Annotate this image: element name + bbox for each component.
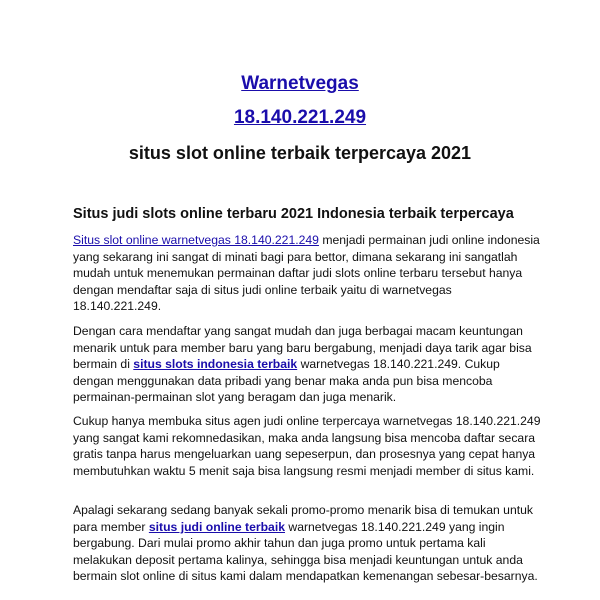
situs-slot-online-link[interactable]: Situs slot online warnetvegas 18.140.221.249 (73, 233, 319, 247)
paragraph-2 (73, 323, 543, 406)
paragraph-2-text-after: warnetvegas 18.140.221.249. Cukup dengan menggunakan data pribadi yang benar maka anda pun bisa mencoba permainan-permainan slot yang beragam dan juga menarik. (73, 357, 500, 405)
paragraph-1-text: menjadi permainan judi online indonesia yang sekarang ini sangat di minati bagi para bettor, dimana sekarang ini sangatlah mudah untuk menemukan permainan daftar judi slots online terbaru tersebut hanya dengan mendaftar saja di situs judi online terbaik yaitu di warnetvegas 18.140.221.249. (73, 233, 540, 314)
paragraph-4-text-after: warnetvegas 18.140.221.249 yang ingin bergabung. Dari mulai promo akhir tahun dan juga promo untuk pertama kali melakukan deposit pertama kalinya, sehingga bisa menjadi keuntungan untuk anda bermain slot online di situs kami dalam mendapatkan kemenangan sebesar-besarnya. (73, 519, 538, 584)
paragraph-2-text-before: Dengan cara mendaftar yang sangat mudah dan juga berbagai macam keuntungan menarik untuk para member baru yang baru bergabung, menjadi daya tarik agar bisa bermain di (73, 324, 532, 372)
situs-judi-online-link[interactable]: situs judi online terbaik (148, 519, 285, 534)
situs-slots-indonesia-link[interactable]: situs slots indonesia terbaik (133, 357, 298, 372)
section-heading: Situs judi slots online terbaru 2021 Indonesia terbaik terpercaya (73, 206, 514, 222)
site-name-link[interactable]: Warnetvegas (241, 73, 359, 94)
paragraph-4 (73, 502, 543, 585)
page-title: situs slot online terbaik terpercaya 2021 (128, 143, 472, 163)
paragraph-3: Cukup hanya membuka situs agen judi online terpercaya warnetvegas 18.140.221.249 yang sangat kami rekomnedasikan, maka anda langsung bisa mencoba daftar secara gratis tanpa harus mengeluarkan uang sepeserpun, dan prosesnya yang cepat hanya membutuhkan waktu 5 menit saja bisa langsung resmi menjadi member di situs kami. (73, 414, 541, 478)
paragraph-4-text-before: Apalagi sekarang sedang banyak sekali promo-promo menarik bisa di temukan untuk para member (73, 503, 533, 534)
paragraph-1 (73, 232, 543, 315)
ip-address-link[interactable]: 18.140.221.249 (233, 107, 367, 128)
